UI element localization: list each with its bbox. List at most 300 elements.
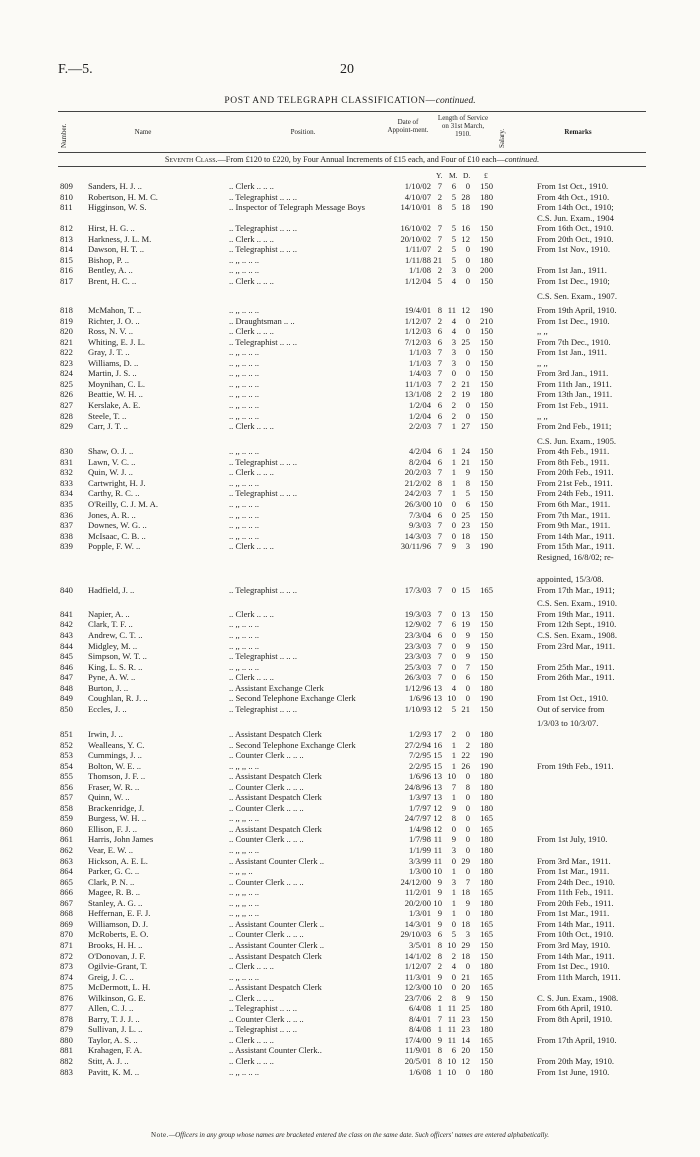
row-salary: 180 bbox=[480, 728, 493, 739]
row-remarks: From 1st Dec., 1910. bbox=[537, 315, 610, 326]
row-name: Pyne, A. W. .. bbox=[88, 672, 136, 683]
unit-days: D. bbox=[463, 171, 471, 180]
row-months: 0 bbox=[451, 520, 456, 531]
row-salary: 150 bbox=[480, 378, 493, 389]
row-months: 5 bbox=[451, 202, 456, 213]
row-years: 7 bbox=[437, 672, 442, 683]
row-remarks: From 3rd Mar., 1911. bbox=[537, 855, 611, 866]
table-row bbox=[0, 1014, 700, 1024]
row-years: 13 bbox=[433, 781, 442, 792]
row-days: 0 bbox=[465, 326, 470, 337]
row-number: 832 bbox=[60, 467, 73, 478]
row-days: 0 bbox=[465, 244, 470, 255]
row-date: 20/5/01 bbox=[404, 1056, 431, 1066]
row-remarks: From 1st Oct., 1910. bbox=[537, 181, 609, 191]
table-row bbox=[0, 609, 700, 619]
row-years: 6 bbox=[437, 630, 442, 640]
row-years: 11 bbox=[433, 834, 442, 845]
row-years: 6 bbox=[437, 456, 442, 467]
row-months: 1 bbox=[451, 467, 456, 478]
row-name: Bishop, P. .. bbox=[88, 254, 130, 265]
table-row bbox=[0, 531, 700, 541]
row-remarks: From 4th Oct., 1910. bbox=[537, 191, 610, 202]
row-date: 12/9/02 bbox=[404, 619, 431, 630]
table-row bbox=[0, 972, 700, 982]
row-number: 815 bbox=[60, 254, 73, 265]
header-bottom-rule bbox=[58, 152, 646, 153]
row-salary: 180 bbox=[480, 792, 493, 803]
row-years: 2 bbox=[437, 191, 442, 202]
row-date: 8/4/08 bbox=[409, 1024, 431, 1035]
row-days: 21 bbox=[461, 703, 470, 714]
row-number: 830 bbox=[60, 446, 73, 457]
row-position: .. Assistant Counter Clerk .. bbox=[229, 939, 325, 950]
row-remarks: From 2nd Feb., 1911; bbox=[537, 421, 612, 432]
table-row bbox=[0, 1056, 700, 1066]
table-row bbox=[0, 718, 700, 728]
row-position: .. Telegraphist .. .. .. bbox=[229, 488, 297, 499]
row-date: 9/3/03 bbox=[409, 520, 431, 531]
row-salary: 150 bbox=[480, 1045, 493, 1056]
row-months: 9 bbox=[451, 834, 456, 845]
row-salary: 150 bbox=[480, 456, 493, 467]
table-row bbox=[0, 993, 700, 1003]
class-heading bbox=[58, 155, 646, 164]
row-salary: 180 bbox=[480, 802, 493, 813]
row-days: 22 bbox=[461, 750, 470, 761]
row-name: Bentley, A. .. bbox=[88, 265, 133, 276]
row-number: 831 bbox=[60, 456, 73, 467]
row-salary: 165 bbox=[480, 971, 493, 982]
table-row bbox=[0, 305, 700, 315]
row-position: .. Assistant Despatch Clerk bbox=[229, 771, 322, 782]
title-suffix: continued. bbox=[435, 96, 476, 106]
row-salary: 150 bbox=[480, 651, 493, 662]
row-name: Lawn, V. C. .. bbox=[88, 456, 136, 467]
row-name: Harkness, J. L. M. bbox=[88, 233, 152, 244]
row-position: .. ,, ,, .. .. bbox=[229, 760, 260, 771]
row-months: 3 bbox=[451, 357, 456, 368]
row-date: 1/3/01 bbox=[409, 908, 431, 919]
document-code: F.—5. bbox=[58, 62, 93, 77]
row-number: 877 bbox=[60, 1003, 73, 1014]
row-days: 12 bbox=[461, 305, 470, 316]
row-months: 3 bbox=[451, 336, 456, 347]
unit-months: M. bbox=[449, 171, 458, 180]
class-text: —From £120 to £220, by Four Annual Increments of £15 each, and Four of £10 each— bbox=[217, 155, 505, 164]
row-date: 3/5/01 bbox=[409, 939, 431, 950]
row-name: Clark, P. N. .. bbox=[88, 876, 135, 887]
row-number: 869 bbox=[60, 918, 73, 929]
row-remarks: ,, ,, bbox=[537, 357, 548, 368]
row-days: 0 bbox=[465, 410, 470, 421]
row-salary: 190 bbox=[480, 693, 493, 704]
row-days: 0 bbox=[465, 908, 470, 919]
row-position: .. Clerk .. .. .. bbox=[229, 181, 274, 191]
row-number: 861 bbox=[60, 834, 73, 845]
row-position: .. Counter Clerk .. .. .. bbox=[229, 929, 304, 940]
row-position: .. Telegraphist .. .. .. bbox=[229, 336, 297, 347]
row-position: .. ,, .. .. .. bbox=[229, 254, 260, 265]
table-row bbox=[0, 729, 700, 739]
row-date: 23/3/03 bbox=[404, 640, 431, 651]
row-days: 21 bbox=[461, 378, 470, 389]
row-salary: 150 bbox=[480, 421, 493, 432]
row-name: Heffernan, E. F. J. bbox=[88, 908, 151, 919]
row-years: 5 bbox=[437, 275, 442, 286]
row-months: 1 bbox=[451, 792, 456, 803]
row-salary: 150 bbox=[480, 400, 493, 410]
row-number: 809 bbox=[60, 181, 73, 191]
row-years: 7 bbox=[437, 223, 442, 234]
row-name: Quin, W. J. .. bbox=[88, 467, 133, 478]
row-number: 812 bbox=[60, 223, 73, 234]
table-row bbox=[0, 276, 700, 286]
row-remarks: From 12th Sept., 1910. bbox=[537, 619, 617, 630]
row-salary: 190 bbox=[480, 244, 493, 255]
row-months: 2 bbox=[451, 410, 456, 421]
row-position: .. Telegraphist .. .. .. bbox=[229, 651, 297, 662]
row-years: 7 bbox=[437, 619, 442, 630]
row-name: Beattie, W. H. .. bbox=[88, 389, 143, 400]
row-years: 7 bbox=[437, 651, 442, 662]
row-salary: 150 bbox=[480, 608, 493, 619]
row-salary: 150 bbox=[480, 410, 493, 421]
row-number: 882 bbox=[60, 1056, 73, 1066]
row-remarks: appointed, 15/3/08. bbox=[537, 574, 604, 585]
table-row bbox=[0, 693, 700, 703]
row-date: 1/7/98 bbox=[409, 834, 431, 845]
row-name: Stitt, A. J. .. bbox=[88, 1056, 129, 1066]
row-date: 26/3/00 bbox=[404, 498, 431, 509]
row-date: 1/6/96 bbox=[409, 693, 431, 704]
table-row bbox=[0, 255, 700, 265]
note-text: —Officers in any group whose names are bracketed entered the class on the same date. Such officers' names are entered alphabetically. bbox=[168, 1131, 549, 1139]
row-name: Cummings, J. .. bbox=[88, 750, 142, 761]
row-years: 2 bbox=[437, 265, 442, 276]
row-months: 4 bbox=[451, 961, 456, 972]
row-position: .. ,, .. .. .. bbox=[229, 661, 260, 672]
row-months: 11 bbox=[447, 1003, 456, 1014]
row-name: Hirst, H. G. .. bbox=[88, 223, 135, 234]
row-months: 0 bbox=[451, 918, 456, 929]
row-salary: 150 bbox=[480, 992, 493, 1003]
row-remarks: ,, ,, bbox=[537, 410, 548, 421]
row-months: 11 bbox=[447, 1034, 456, 1045]
row-remarks: From 8th April, 1910. bbox=[537, 1013, 613, 1024]
table-header bbox=[58, 112, 646, 152]
table-row bbox=[0, 982, 700, 992]
row-position: .. ,, .. .. .. bbox=[229, 640, 260, 651]
row-days: 29 bbox=[461, 939, 470, 950]
row-number: 850 bbox=[60, 703, 73, 714]
row-years: 8 bbox=[437, 1045, 442, 1056]
row-months: 5 bbox=[451, 929, 456, 940]
row-months: 9 bbox=[451, 802, 456, 813]
row-months: 1 bbox=[451, 456, 456, 467]
row-name: Williams, D. .. bbox=[88, 357, 139, 368]
table-row bbox=[0, 792, 700, 802]
row-position: .. Clerk .. .. .. bbox=[229, 672, 274, 683]
page-title bbox=[0, 96, 700, 106]
row-position: .. ,, .. .. .. bbox=[229, 971, 260, 982]
row-years: 8 bbox=[437, 950, 442, 961]
row-days: 27 bbox=[461, 421, 470, 432]
row-date: 1/3/97 bbox=[409, 792, 431, 803]
row-salary: 150 bbox=[480, 939, 493, 950]
row-months: 0 bbox=[451, 982, 456, 993]
row-remarks: From 16th Oct., 1910. bbox=[537, 223, 614, 234]
row-date: 20/2/03 bbox=[404, 467, 431, 478]
row-number: 840 bbox=[60, 584, 73, 595]
row-years: 13 bbox=[433, 771, 442, 782]
row-number: 820 bbox=[60, 326, 73, 337]
table-row bbox=[0, 337, 700, 347]
row-remarks: From 6th Mar., 1911. bbox=[537, 498, 611, 509]
row-years: 7 bbox=[437, 608, 442, 619]
row-salary: 210 bbox=[480, 315, 493, 326]
row-days: 0 bbox=[465, 181, 470, 191]
table-row bbox=[0, 750, 700, 760]
row-number: 828 bbox=[60, 410, 73, 421]
row-date: 12/3/00 bbox=[404, 982, 431, 993]
row-name: Steele, T. .. bbox=[88, 410, 127, 421]
row-salary: 165 bbox=[480, 823, 493, 834]
row-remarks: C.S. Sen. Exam., 1908. bbox=[537, 630, 617, 640]
row-date: 7/2/95 bbox=[409, 750, 431, 761]
col-date: Date of Appoint-ment. bbox=[387, 118, 429, 134]
row-date: 1/11/07 bbox=[405, 244, 431, 255]
row-years: 6 bbox=[437, 509, 442, 520]
row-position: .. Clerk .. .. .. bbox=[229, 961, 274, 972]
row-salary: 150 bbox=[480, 275, 493, 286]
row-remarks: From 1st June, 1910. bbox=[537, 1066, 610, 1077]
row-months: 6 bbox=[451, 181, 456, 191]
table-row bbox=[0, 782, 700, 792]
row-days: 26 bbox=[461, 760, 470, 771]
row-salary: 150 bbox=[480, 223, 493, 234]
row-days: 16 bbox=[461, 223, 470, 234]
row-remarks: From 25th Mar., 1911. bbox=[537, 661, 615, 672]
row-days: 25 bbox=[461, 336, 470, 347]
row-months: 2 bbox=[451, 378, 456, 389]
row-position: .. ,, ,, .. bbox=[229, 866, 253, 877]
row-days: 0 bbox=[465, 1066, 470, 1077]
row-date: 8/4/01 bbox=[409, 1013, 431, 1024]
row-remarks: From 3rd May, 1910. bbox=[537, 939, 611, 950]
row-number: 843 bbox=[60, 630, 73, 640]
row-salary: 180 bbox=[480, 834, 493, 845]
row-months: 1 bbox=[451, 446, 456, 457]
row-months: 11 bbox=[447, 1013, 456, 1024]
row-position: .. Assistant Despatch Clerk bbox=[229, 728, 322, 739]
row-salary: 150 bbox=[480, 950, 493, 961]
table-row bbox=[0, 520, 700, 530]
row-salary: 150 bbox=[480, 520, 493, 531]
row-number: 837 bbox=[60, 520, 73, 531]
row-years: 7 bbox=[437, 378, 442, 389]
table-row bbox=[0, 630, 700, 640]
row-number: 826 bbox=[60, 389, 73, 400]
row-name: Brooks, H. H. .. bbox=[88, 939, 143, 950]
row-remarks: ,, ,, bbox=[537, 326, 548, 337]
table-row bbox=[0, 662, 700, 672]
row-years: 9 bbox=[437, 908, 442, 919]
row-months: 0 bbox=[451, 672, 456, 683]
row-number: 870 bbox=[60, 929, 73, 940]
table-row bbox=[0, 683, 700, 693]
class-label: Seventh Class. bbox=[164, 155, 218, 164]
row-remarks: From 7th Dec., 1910. bbox=[537, 336, 611, 347]
row-salary: 150 bbox=[480, 357, 493, 368]
row-days: 23 bbox=[461, 1013, 470, 1024]
row-position: .. ,, ,, .. .. bbox=[229, 845, 260, 855]
row-position: .. Assistant Despatch Clerk bbox=[229, 982, 322, 993]
row-number: 871 bbox=[60, 939, 73, 950]
row-name: Carthy, R. C. .. bbox=[88, 488, 140, 499]
row-position: .. Clerk .. .. .. bbox=[229, 467, 274, 478]
table-row bbox=[0, 1067, 700, 1077]
row-name: Jones, A. R. .. bbox=[88, 509, 136, 520]
row-years: 7 bbox=[437, 421, 442, 432]
table-row bbox=[0, 1045, 700, 1055]
row-salary: 180 bbox=[480, 1024, 493, 1035]
row-days: 0 bbox=[465, 866, 470, 877]
row-remarks: From 20th May, 1910. bbox=[537, 1056, 615, 1066]
row-name: Quinn, W. .. bbox=[88, 792, 130, 803]
row-years: 1 bbox=[437, 1066, 442, 1077]
row-months: 1 bbox=[451, 887, 456, 898]
row-salary: 190 bbox=[480, 202, 493, 213]
row-date: 1/1/99 bbox=[409, 845, 431, 855]
row-salary: 180 bbox=[480, 191, 493, 202]
table-row bbox=[0, 704, 700, 714]
table-row bbox=[0, 467, 700, 477]
row-position: .. ,, .. .. .. bbox=[229, 520, 260, 531]
row-date: 7/3/04 bbox=[409, 509, 431, 520]
row-months: 11 bbox=[447, 1024, 456, 1035]
row-months: 3 bbox=[451, 347, 456, 358]
row-salary: 180 bbox=[480, 961, 493, 972]
row-days: 8 bbox=[465, 477, 470, 488]
row-number: 810 bbox=[60, 191, 73, 202]
row-name: Brackenridge, J. bbox=[88, 802, 145, 813]
row-years: 15 bbox=[433, 750, 442, 761]
row-months: 0 bbox=[451, 651, 456, 662]
row-days: 7 bbox=[465, 661, 470, 672]
table-row bbox=[0, 478, 700, 488]
row-date: 1/12/04 bbox=[404, 275, 431, 286]
row-months: 1 bbox=[451, 739, 456, 750]
row-months: 5 bbox=[451, 233, 456, 244]
row-date: 1/2/04 bbox=[409, 400, 431, 410]
table-row bbox=[0, 877, 700, 887]
table-row bbox=[0, 598, 700, 608]
row-position: .. ,, .. .. .. bbox=[229, 1066, 260, 1077]
row-position: .. Clerk .. .. .. bbox=[229, 992, 274, 1003]
row-name: Brent, H. C. .. bbox=[88, 275, 137, 286]
row-number: 879 bbox=[60, 1024, 73, 1035]
row-salary: 150 bbox=[480, 181, 493, 191]
row-salary: 150 bbox=[480, 347, 493, 358]
row-days: 0 bbox=[465, 400, 470, 410]
row-name: Bolton, W. E. .. bbox=[88, 760, 142, 771]
row-days: 18 bbox=[461, 530, 470, 541]
row-name: O'Donovan, J. F. bbox=[88, 950, 146, 961]
row-position: .. Second Telephone Exchange Clerk bbox=[229, 739, 356, 750]
row-salary: 190 bbox=[480, 760, 493, 771]
row-name: Carr, J. T. .. bbox=[88, 421, 128, 432]
row-years: 7 bbox=[437, 1013, 442, 1024]
row-number: 866 bbox=[60, 887, 73, 898]
row-name: Burgess, W. H. .. bbox=[88, 813, 147, 824]
row-days: 20 bbox=[461, 1045, 470, 1056]
row-number: 817 bbox=[60, 275, 73, 286]
table-row bbox=[0, 813, 700, 823]
row-name: Downes, W. G. .. bbox=[88, 520, 147, 531]
table-row bbox=[0, 379, 700, 389]
row-salary: 150 bbox=[480, 368, 493, 379]
row-position: .. ,, .. .. .. bbox=[229, 509, 260, 520]
table-row bbox=[0, 585, 700, 595]
row-days: 29 bbox=[461, 855, 470, 866]
table-row bbox=[0, 866, 700, 876]
row-salary: 180 bbox=[480, 1003, 493, 1014]
row-number: 823 bbox=[60, 357, 73, 368]
row-months: 4 bbox=[451, 326, 456, 337]
row-months: 0 bbox=[451, 661, 456, 672]
row-days: 0 bbox=[465, 275, 470, 286]
row-remarks: From 17th Mar., 1911; bbox=[537, 584, 615, 595]
table-row bbox=[0, 887, 700, 897]
row-name: Dawson, H. T. .. bbox=[88, 244, 145, 255]
row-days: 6 bbox=[465, 672, 470, 683]
row-position: .. ,, .. .. .. bbox=[229, 530, 260, 541]
row-months: 8 bbox=[451, 813, 456, 824]
row-number: 874 bbox=[60, 971, 73, 982]
row-salary: 180 bbox=[480, 866, 493, 877]
row-salary: 180 bbox=[480, 1066, 493, 1077]
row-years: 10 bbox=[433, 982, 442, 993]
row-name: McMahon, T. .. bbox=[88, 305, 142, 316]
row-number: 883 bbox=[60, 1066, 73, 1077]
row-date: 2/2/95 bbox=[409, 760, 431, 771]
row-days: 20 bbox=[461, 982, 470, 993]
row-remarks: From 6th April, 1910. bbox=[537, 1003, 613, 1014]
row-date: 14/1/02 bbox=[404, 950, 431, 961]
row-date: 1/10/02 bbox=[404, 181, 431, 191]
row-remarks: From 4th Feb., 1911. bbox=[537, 446, 610, 457]
row-salary: 180 bbox=[480, 739, 493, 750]
row-name: Krahagen, F. A. bbox=[88, 1045, 142, 1056]
row-number: 842 bbox=[60, 619, 73, 630]
row-years: 7 bbox=[437, 368, 442, 379]
row-years: 13 bbox=[433, 682, 442, 693]
row-months: 1 bbox=[451, 477, 456, 488]
row-date: 23/3/03 bbox=[404, 651, 431, 662]
row-salary: 150 bbox=[480, 488, 493, 499]
row-days: 0 bbox=[465, 845, 470, 855]
row-months: 1 bbox=[451, 488, 456, 499]
row-name: Shaw, O. J. .. bbox=[88, 446, 134, 457]
row-number: 881 bbox=[60, 1045, 73, 1056]
row-date: 1/4/03 bbox=[409, 368, 431, 379]
row-months: 5 bbox=[451, 191, 456, 202]
row-years: 7 bbox=[437, 530, 442, 541]
row-date: 11/3/01 bbox=[405, 971, 431, 982]
row-date: 24/8/96 bbox=[404, 781, 431, 792]
row-date: 20/10/02 bbox=[400, 233, 431, 244]
